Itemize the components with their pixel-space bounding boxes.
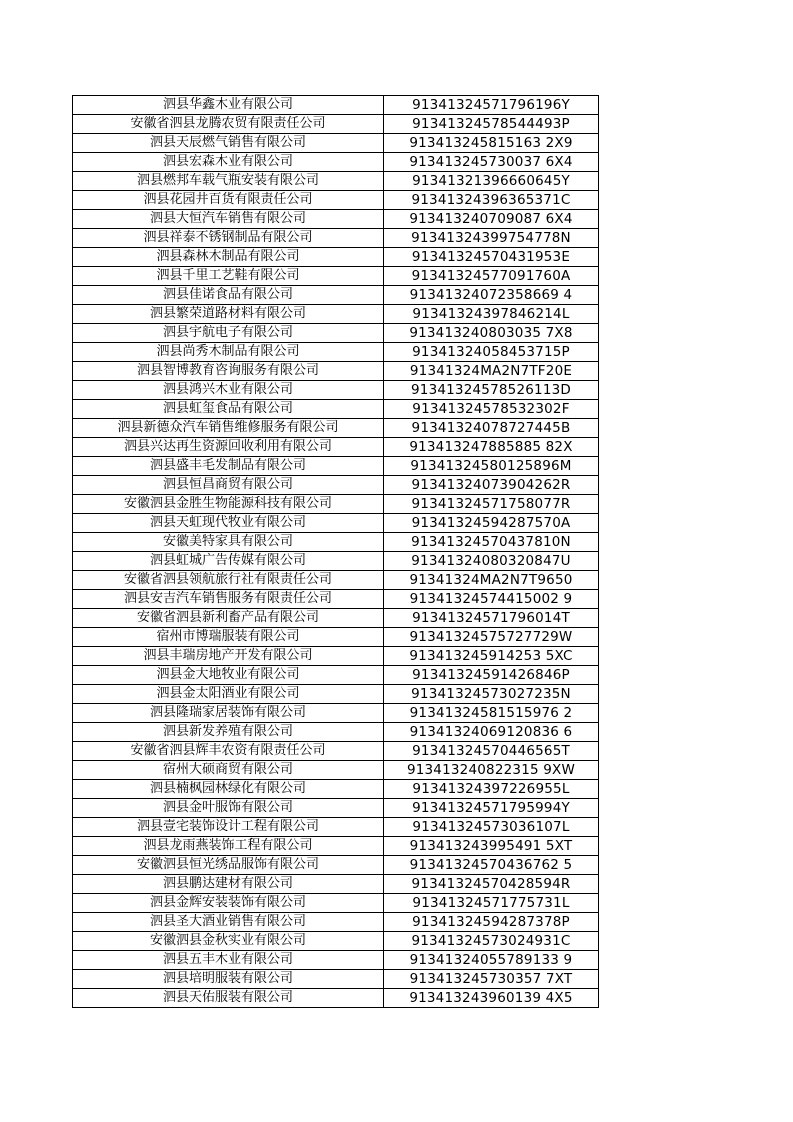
table-row: [73, 628, 599, 647]
credit-code-cell: 91341324396365371C: [384, 191, 599, 210]
company-name-cell: 泗县宏森木业有限公司: [73, 153, 384, 172]
table-row: [73, 875, 599, 894]
company-name-cell: 泗县繁荣道路材料有限公司: [73, 305, 384, 324]
company-name-cell: 泗县大恒汽车销售有限公司: [73, 210, 384, 229]
credit-code-cell: 913413245730357 7XT: [384, 970, 599, 989]
table-row: [73, 267, 599, 286]
table-row: [73, 400, 599, 419]
company-name-cell: 泗县鸿兴木业有限公司: [73, 381, 384, 400]
company-name-cell: 泗县金太阳酒业有限公司: [73, 685, 384, 704]
company-name-cell: 泗县天佑服装有限公司: [73, 989, 384, 1008]
credit-code-cell: 91341324594287378P: [384, 913, 599, 932]
company-name-cell: 泗县宇航电子有限公司: [73, 324, 384, 343]
credit-code-cell: 91341324575727729W: [384, 628, 599, 647]
credit-code-cell: 91341324397846214L: [384, 305, 599, 324]
company-name-cell: 安徽省泗县领航旅行社有限责任公司: [73, 571, 384, 590]
credit-code-cell: 913413245730037 6X4: [384, 153, 599, 172]
company-name-cell: 泗县新德众汽车销售维修服务有限公司: [73, 419, 384, 438]
table-row: [73, 229, 599, 248]
credit-code-cell: 91341324072358669 4: [384, 286, 599, 305]
company-name-cell: 泗县虹玺食品有限公司: [73, 400, 384, 419]
table-row: [73, 932, 599, 951]
table-row: [73, 210, 599, 229]
credit-code-cell: 91341324MA2N7TF20E: [384, 362, 599, 381]
company-name-cell: 泗县丰瑞房地产开发有限公司: [73, 647, 384, 666]
credit-code-cell: 91341321396660645Y: [384, 172, 599, 191]
company-name-cell: 安徽泗县金胜生物能源科技有限公司: [73, 495, 384, 514]
company-name-cell: 泗县森林木制品有限公司: [73, 248, 384, 267]
table-row: [73, 704, 599, 723]
company-name-cell: 泗县隆瑞家居装饰有限公司: [73, 704, 384, 723]
table-row: [73, 286, 599, 305]
credit-code-cell: 91341324570446565T: [384, 742, 599, 761]
company-name-cell: 宿州市博瑞服装有限公司: [73, 628, 384, 647]
table-row: [73, 590, 599, 609]
credit-code-cell: 91341324573027235N: [384, 685, 599, 704]
company-credit-code-table: [72, 95, 599, 1008]
credit-code-cell: 91341324577091760A: [384, 267, 599, 286]
table-row: [73, 761, 599, 780]
company-name-cell: 泗县五丰木业有限公司: [73, 951, 384, 970]
table-body: [73, 96, 599, 1008]
table-row: [73, 476, 599, 495]
credit-code-cell: 91341324MA2N7T9650: [384, 571, 599, 590]
company-name-cell: 泗县圣大酒业销售有限公司: [73, 913, 384, 932]
table-row: [73, 647, 599, 666]
table-row: [73, 514, 599, 533]
company-name-cell: 泗县天辰燃气销售有限公司: [73, 134, 384, 153]
table-row: [73, 495, 599, 514]
company-name-cell: 泗县新发养殖有限公司: [73, 723, 384, 742]
credit-code-cell: 91341324078727445B: [384, 419, 599, 438]
table-row: [73, 457, 599, 476]
table-row: [73, 438, 599, 457]
company-name-cell: 泗县安吉汽车销售服务有限责任公司: [73, 590, 384, 609]
table-row: [73, 856, 599, 875]
table-row: [73, 362, 599, 381]
table-row: [73, 324, 599, 343]
table-row: [73, 533, 599, 552]
table-row: [73, 381, 599, 400]
table-row: [73, 96, 599, 115]
credit-code-cell: 91341324570436762 5: [384, 856, 599, 875]
table-row: [73, 172, 599, 191]
credit-code-cell: 91341324080320847U: [384, 552, 599, 571]
company-name-cell: 安徽泗县恒光绣品服饰有限公司: [73, 856, 384, 875]
company-name-cell: 泗县金叶服饰有限公司: [73, 799, 384, 818]
table-row: [73, 552, 599, 571]
table-row: [73, 153, 599, 172]
credit-code-cell: 913413240709087 6X4: [384, 210, 599, 229]
credit-code-cell: 91341324574415002 9: [384, 590, 599, 609]
credit-code-cell: 91341324578544493P: [384, 115, 599, 134]
company-name-cell: 泗县尚秀木制品有限公司: [73, 343, 384, 362]
table-row: [73, 970, 599, 989]
table-row: [73, 609, 599, 628]
table-row: [73, 248, 599, 267]
credit-code-cell: 913413240822315 9XW: [384, 761, 599, 780]
credit-code-cell: 91341324571795994Y: [384, 799, 599, 818]
credit-code-cell: 91341324397226955L: [384, 780, 599, 799]
table-row: [73, 913, 599, 932]
company-name-cell: 泗县佳诺食品有限公司: [73, 286, 384, 305]
company-name-cell: 泗县千里工艺鞋有限公司: [73, 267, 384, 286]
table-row: [73, 799, 599, 818]
company-name-cell: 安徽省泗县新利畜产品有限公司: [73, 609, 384, 628]
credit-code-cell: 91341324571796196Y: [384, 96, 599, 115]
credit-code-cell: 91341324581515976 2: [384, 704, 599, 723]
company-name-cell: 泗县华鑫木业有限公司: [73, 96, 384, 115]
credit-code-cell: 91341324580125896M: [384, 457, 599, 476]
credit-code-cell: 913413240803035 7X8: [384, 324, 599, 343]
credit-code-cell: 91341324594287570A: [384, 514, 599, 533]
company-name-cell: 泗县盛丰毛发制品有限公司: [73, 457, 384, 476]
credit-code-cell: 91341324058453715P: [384, 343, 599, 362]
company-name-cell: 泗县金辉安装装饰有限公司: [73, 894, 384, 913]
credit-code-cell: 913413245815163 2X9: [384, 134, 599, 153]
credit-code-cell: 91341324573024931C: [384, 932, 599, 951]
company-name-cell: 泗县鹏达建材有限公司: [73, 875, 384, 894]
company-name-cell: 泗县虹城广告传媒有限公司: [73, 552, 384, 571]
company-name-cell: 泗县金大地牧业有限公司: [73, 666, 384, 685]
table-row: [73, 818, 599, 837]
credit-code-cell: 91341324578532302F: [384, 400, 599, 419]
credit-code-cell: 91341324570428594R: [384, 875, 599, 894]
credit-code-cell: 91341324573036107L: [384, 818, 599, 837]
credit-code-cell: 91341324069120836 6: [384, 723, 599, 742]
company-name-cell: 泗县楠枫园林绿化有限公司: [73, 780, 384, 799]
company-name-cell: 泗县燃邦车载气瓶安装有限公司: [73, 172, 384, 191]
credit-code-cell: 91341324570437810N: [384, 533, 599, 552]
table-row: [73, 305, 599, 324]
table-row: [73, 951, 599, 970]
company-name-cell: 安徽省泗县辉丰农资有限责任公司: [73, 742, 384, 761]
table-row: [73, 894, 599, 913]
credit-code-cell: 913413245914253 5XC: [384, 647, 599, 666]
credit-code-cell: 913413243995491 5XT: [384, 837, 599, 856]
company-name-cell: 安徽美特家具有限公司: [73, 533, 384, 552]
company-name-cell: 泗县培明服装有限公司: [73, 970, 384, 989]
company-name-cell: 安徽省泗县龙腾农贸有限责任公司: [73, 115, 384, 134]
table-row: [73, 989, 599, 1008]
company-name-cell: 泗县天虹现代牧业有限公司: [73, 514, 384, 533]
credit-code-cell: 91341324073904262R: [384, 476, 599, 495]
table-row: [73, 666, 599, 685]
company-name-cell: 宿州大硕商贸有限公司: [73, 761, 384, 780]
table-row: [73, 343, 599, 362]
credit-code-cell: 91341324570431953E: [384, 248, 599, 267]
table-row: [73, 723, 599, 742]
company-name-cell: 泗县智博教育咨询服务有限公司: [73, 362, 384, 381]
credit-code-cell: 91341324571758077R: [384, 495, 599, 514]
credit-code-cell: 91341324578526113D: [384, 381, 599, 400]
table-row: [73, 742, 599, 761]
company-name-cell: 泗县兴达再生资源回收利用有限公司: [73, 438, 384, 457]
table-row: [73, 685, 599, 704]
table-row: [73, 571, 599, 590]
table-row: [73, 191, 599, 210]
credit-code-cell: 91341324055789133 9: [384, 951, 599, 970]
company-name-cell: 泗县恒昌商贸有限公司: [73, 476, 384, 495]
table-row: [73, 837, 599, 856]
company-name-cell: 安徽泗县金秋实业有限公司: [73, 932, 384, 951]
credit-code-cell: 91341324571775731L: [384, 894, 599, 913]
credit-code-cell: 91341324399754778N: [384, 229, 599, 248]
credit-code-cell: 91341324591426846P: [384, 666, 599, 685]
table-row: [73, 134, 599, 153]
company-name-cell: 泗县龙雨燕装饰工程有限公司: [73, 837, 384, 856]
table-row: [73, 780, 599, 799]
table-row: [73, 115, 599, 134]
credit-code-cell: 913413247885885 82X: [384, 438, 599, 457]
company-name-cell: 泗县祥泰不锈钢制品有限公司: [73, 229, 384, 248]
company-name-cell: 泗县花园井百货有限责任公司: [73, 191, 384, 210]
credit-code-cell: 913413243960139 4X5: [384, 989, 599, 1008]
table-row: [73, 419, 599, 438]
company-name-cell: 泗县壹宅装饰设计工程有限公司: [73, 818, 384, 837]
credit-code-cell: 91341324571796014T: [384, 609, 599, 628]
